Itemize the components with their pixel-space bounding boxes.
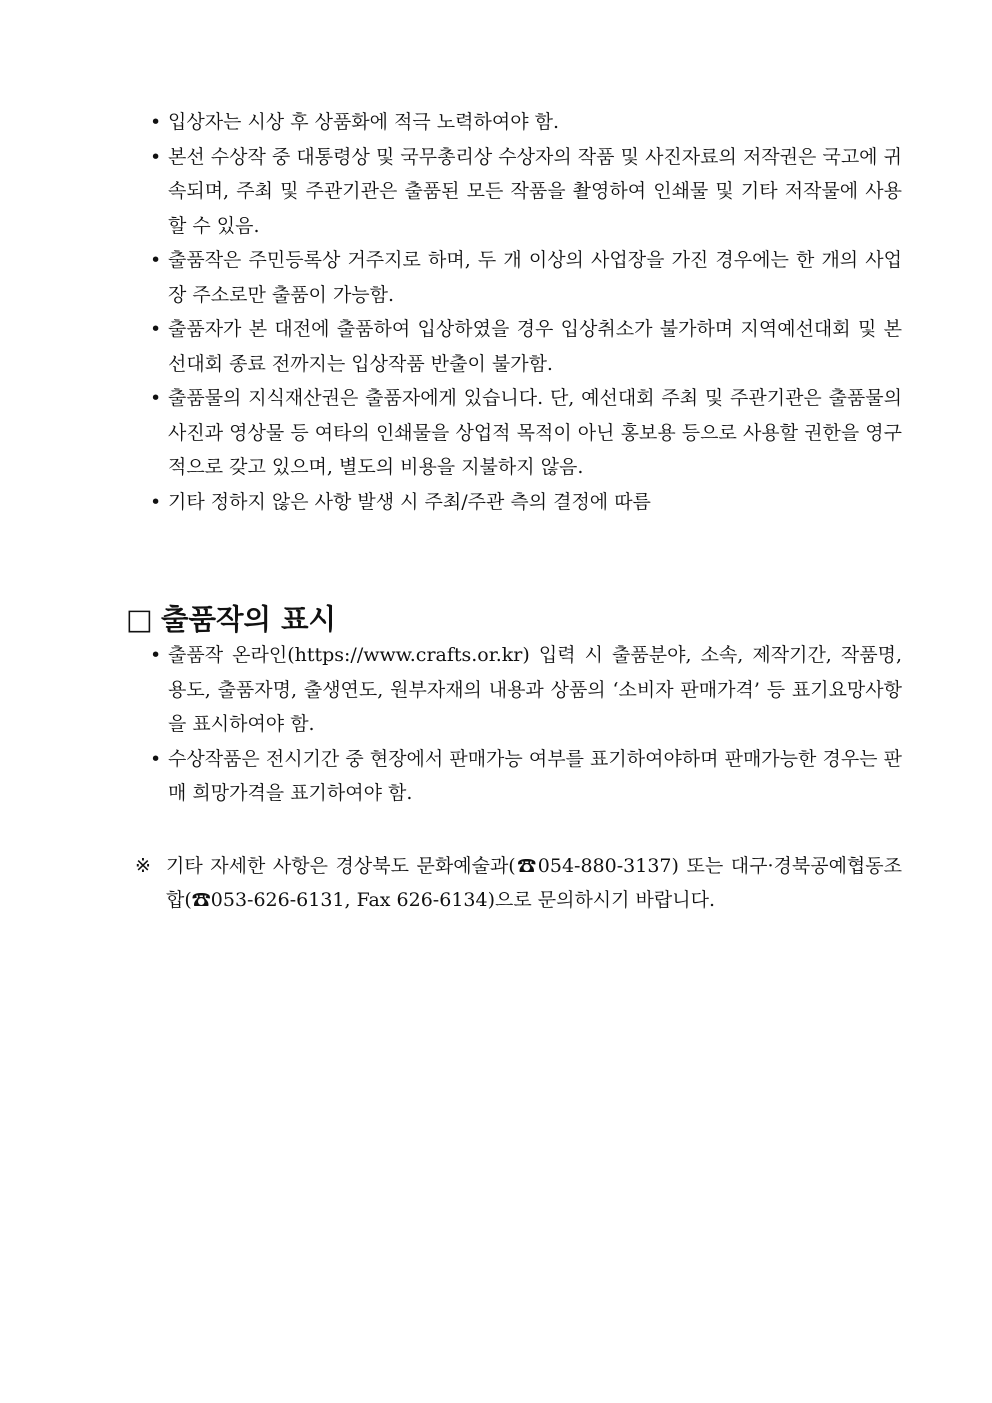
bullet-icon: • [150,387,162,409]
list-item [150,381,902,485]
bullet-icon: • [150,111,162,133]
list-item [150,243,902,312]
bullet-icon: • [150,318,162,340]
bullet-icon: • [150,490,162,513]
contact-note-text: 기타 자세한 사항은 경상북도 문화예술과(☎054-880-3137) 또는 대구·경북공예협동조합(☎053-626-6131, Fax 626-6134)으로 문의하시기 바랍니다. [166,855,902,911]
checkbox-square-icon: □ [126,603,153,636]
list-item-text: 출품작 온라인(https://www.crafts.or.kr) 입력 시 출품분야, 소속, 제작기간, 작품명, 용도, 출품자명, 출생연도, 원부자재의 내용과 상품의 ‘소비자 판매가격’ 등 표기요망사항을 표시하여야 함. [168,644,902,735]
list-item [150,105,902,140]
list-item-text: 기타 정하지 않은 사항 발생 시 주최/주관 측의 결정에 따름 [168,490,651,513]
list-item [150,485,902,520]
bullet-icon: • [150,747,162,770]
reference-mark-icon: ※ [135,855,151,877]
bullet-icon: • [150,644,162,666]
list-item [150,638,902,742]
list-item [150,140,902,244]
list-item [150,742,902,811]
section-heading-text: 출품작의 표시 [160,602,337,636]
list-item-text: 출품작은 주민등록상 거주지로 하며, 두 개 이상의 사업장을 가진 경우에는 한 개의 사업장 주소로만 출품이 가능함. [168,249,902,306]
list-item-text: 출품자가 본 대전에 출품하여 입상하였을 경우 입상취소가 불가하며 지역예선대회 및 본선대회 종료 전까지는 입상작품 반출이 불가함. [168,318,902,375]
list-item-text: 출품물의 지식재산권은 출품자에게 있습니다. 단, 예선대회 주최 및 주관기관은 출품물의 사진과 영상물 등 여타의 인쇄물을 상업적 목적이 아닌 홍보용 등으로 사용할 권한을 영구적으로 갖고 있으며, 별도의 비용을 지불하지 않음. [168,387,902,478]
display-rules-list [150,638,902,811]
contact-note [135,849,902,917]
list-item-text: 입상자는 시상 후 상품화에 적극 노력하여야 함. [168,111,560,133]
general-rules-list [150,105,902,519]
list-item-text: 수상작품은 전시기간 중 현장에서 판매가능 여부를 표기하여야하며 판매가능한 경우는 판매 희망가격을 표기하여야 함. [168,747,902,804]
list-item [150,312,902,381]
list-item-text: 본선 수상작 중 대통령상 및 국무총리상 수상자의 작품 및 사진자료의 저작권은 국고에 귀속되며, 주최 및 주관기관은 출품된 모든 작품을 촬영하여 인쇄물 및 기타 저작물에 사용할 수 있음. [168,145,902,237]
section-heading [126,604,336,635]
bullet-icon: • [150,145,162,168]
bullet-icon: • [150,249,162,271]
